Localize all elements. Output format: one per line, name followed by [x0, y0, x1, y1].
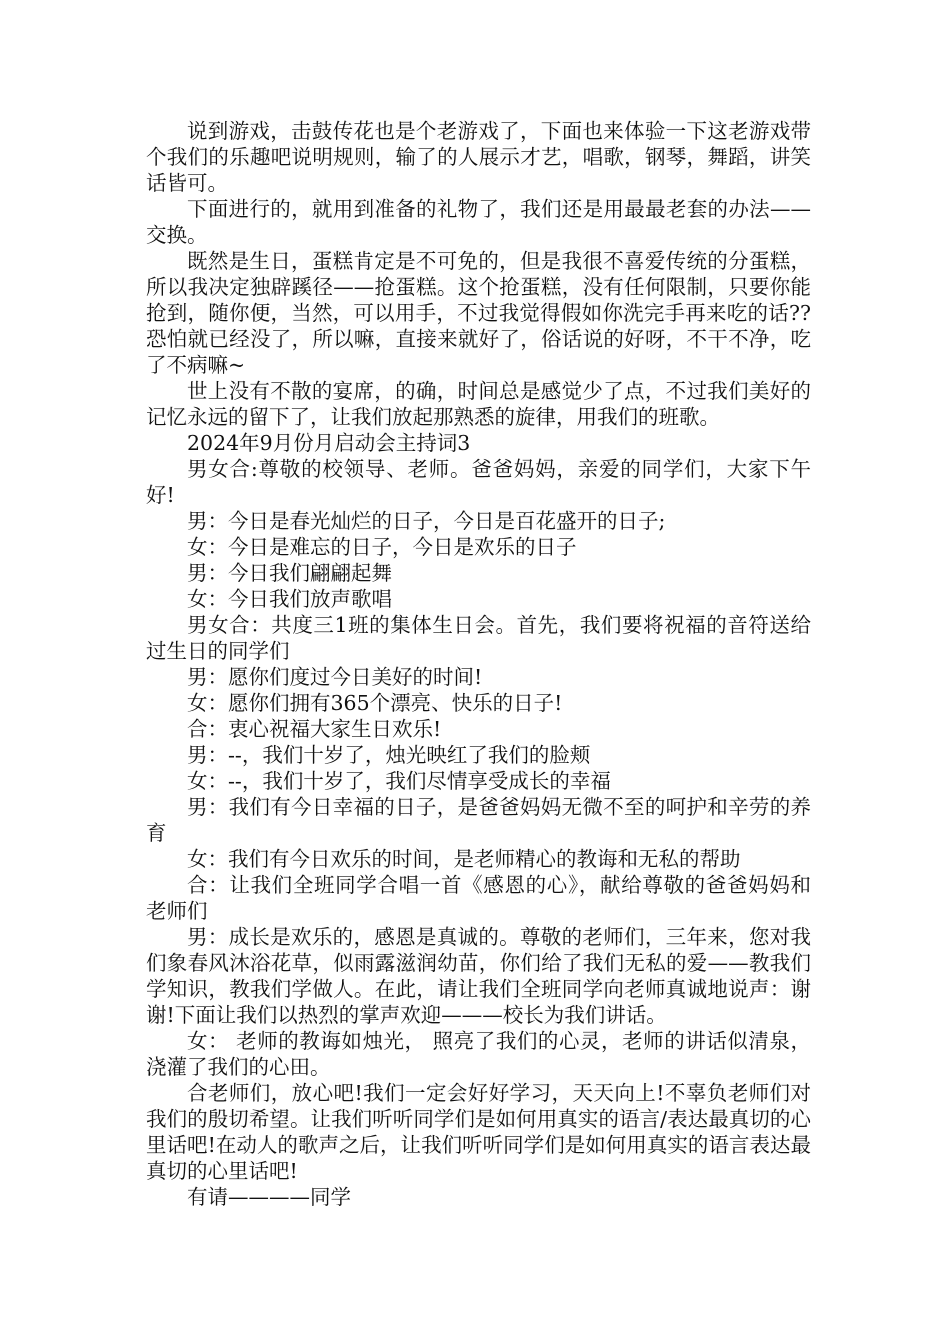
paragraph-farewell: 世上没有不散的宴席，的确，时间总是感觉少了点，不过我们美好的记忆永远的留下了，让我们放起那熟悉的旋律，用我们的班歌。: [146, 379, 811, 429]
line-female-5: 女：我们有今日欢乐的时间，是老师精心的教诲和无私的帮助: [187, 847, 741, 871]
paragraph-gift-exchange: 下面进行的，就用到准备的礼物了，我们还是用最最老套的办法——交换。: [146, 197, 811, 247]
line-male-1: 男：今日是春光灿烂的日子，今日是百花盛开的日子;: [187, 509, 666, 533]
line-male-6: 男：成长是欢乐的，感恩是真诚的。尊敬的老师们，三年来，您对我们象春风沐浴花草，似雨露滋润幼苗，你们给了我们无私的爱——教我们学知识，教我们学做人。在此，请让我们全班同学向老师真诚地说声：谢谢!下面让我们以热烈的掌声欢迎———校长为我们讲话。: [146, 925, 811, 1027]
paragraph-cake: 既然是生日，蛋糕肯定是不可免的，但是我很不喜爱传统的分蛋糕，所以我决定独辟蹊径——抢蛋糕。这个抢蛋糕，没有任何限制，只要你能抢到，随你便，当然，可以用手，不过我觉得假如你洗完手再来吃的话??恐怕就已经没了，所以嘛，直接来就好了，俗话说的好呀，不干不净，吃了不病嘛~: [146, 249, 811, 377]
paragraph-game-rules: 说到游戏，击鼓传花也是个老游戏了，下面也来体验一下这老游戏带个我们的乐趣吧说明规则，输了的人展示才艺，唱歌，钢琴，舞蹈，讲笑话皆可。: [146, 119, 811, 195]
line-female-4: 女：--，我们十岁了，我们尽情享受成长的幸福: [187, 769, 611, 793]
line-male-5: 男：我们有今日幸福的日子，是爸爸妈妈无微不至的呵护和辛劳的养育: [146, 795, 811, 845]
line-together-3: 合：让我们全班同学合唱一首《感恩的心》，献给尊敬的爸爸妈妈和老师们: [146, 873, 811, 923]
document-page: [146, 118, 811, 1210]
line-invitation: 有请————同学: [187, 1185, 351, 1209]
line-together-1: 男女合：共度三1班的集体生日会。首先，我们要将祝福的音符送给过生日的同学们: [146, 613, 811, 663]
line-female-1: 女：今日是难忘的日子，今日是欢乐的日子: [187, 535, 577, 559]
line-male-4: 男：--，我们十岁了，烛光映红了我们的脸颊: [187, 743, 591, 767]
line-male-3: 男：愿你们度过今日美好的时间!: [187, 665, 483, 689]
line-together-4: 合老师们，放心吧!我们一定会好好学习，天天向上!不辜负老师们对我们的殷切希望。让我们听听同学们是如何用真实的语言/表达最真切的心里话吧!在动人的歌声之后，让我们听听同学们是如何用真实的语言表达最真切的心里话吧!: [146, 1081, 811, 1183]
line-female-2: 女：今日我们放声歌唱: [187, 587, 392, 611]
paragraph-opening-greeting: 男女合:尊敬的校领导、老师。爸爸妈妈，亲爱的同学们，大家下午好!: [146, 457, 811, 507]
line-female-6: 女： 老师的教诲如烛光， 照亮了我们的心灵，老师的讲话似清泉，浇灌了我们的心田。: [146, 1029, 811, 1079]
line-male-2: 男：今日我们翩翩起舞: [187, 561, 392, 585]
section-heading: 2024年9月份月启动会主持词3: [187, 431, 471, 455]
line-female-3: 女：愿你们拥有365个漂亮、快乐的日子!: [187, 691, 563, 715]
line-together-2: 合：衷心祝福大家生日欢乐!: [187, 717, 442, 741]
